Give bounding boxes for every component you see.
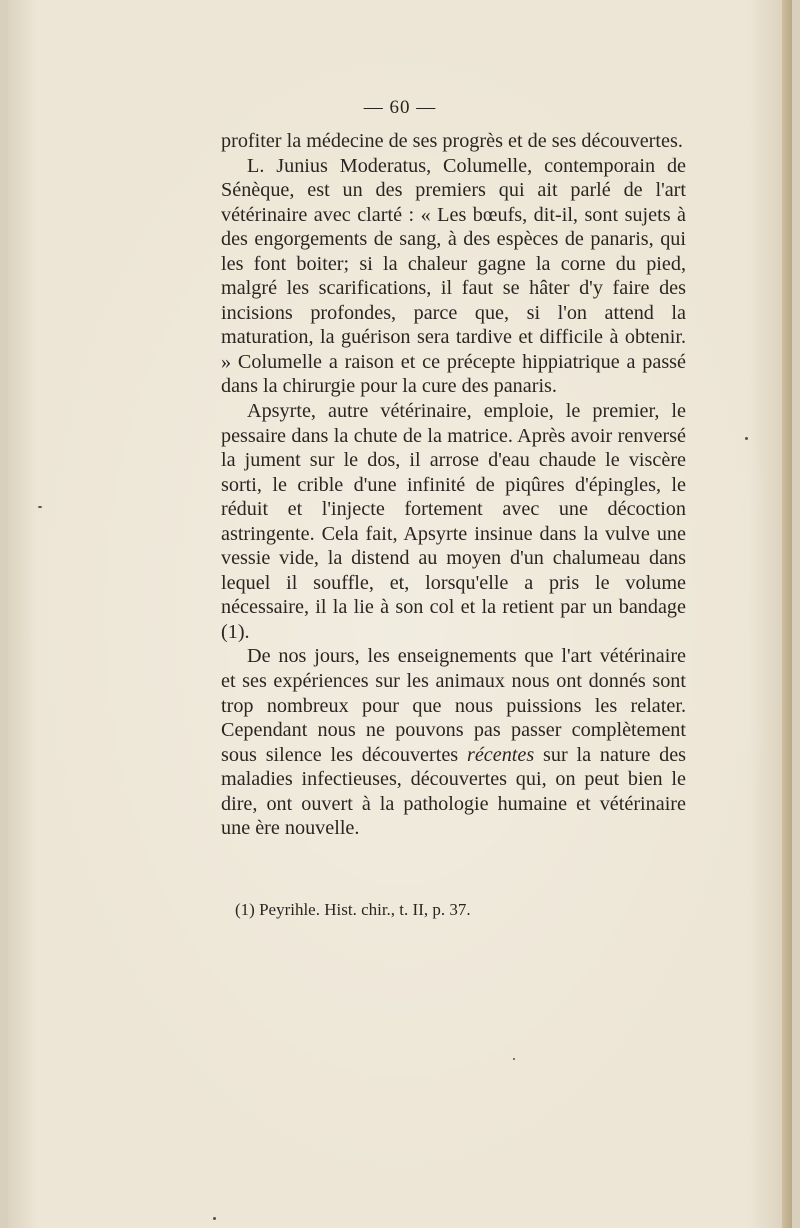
paper-speck <box>38 506 42 508</box>
page-number: — 60 — <box>363 97 437 118</box>
paragraph-4 <box>221 644 686 840</box>
italic-word: récentes <box>466 743 535 766</box>
paragraph-4-start: De nos jours, les enseignements que l'art vétérinaire et ses expériences sur les animaux nous ont donnés sont trop nombreux pour que nous puissions les relater. Cependant nous ne pouvons pas passer complètement sous silence les découvertes <box>221 645 686 766</box>
paragraph-2: L. Junius Moderatus, Columelle, contemporain de Sénèque, est un des premiers qui ait parlé de l'art vétérinaire avec clarté : « Les bœufs, dit-il, sont sujets à des engorgements de sang, à des espèces de panaris, qui les font boiter; si la chaleur gagne la corne du pied, malgré les scarifications, il faut se hâter d'y faire des incisions profondes, parce que, si l'on attend la maturation, la guérison sera tardive et difficile à obtenir. » Columelle a raison et ce précepte hippiatrique a passé dans la chirurgie pour la cure des panaris. <box>221 154 686 398</box>
paper-speck <box>513 1058 515 1060</box>
paper-speck <box>213 1217 216 1220</box>
footnote: (1) Peyrihle. Hist. chir., t. II, p. 37. <box>235 900 471 919</box>
paragraph-4-end: sur la nature des maladies infectieuses, découvertes qui, on peut bien le dire, ont ouvert à la pathologie humaine et vétérinaire une ère nouvelle. <box>221 743 687 840</box>
paper-speck <box>745 437 748 440</box>
page-edge <box>782 0 792 1228</box>
paragraph-3: Apsyrte, autre vétérinaire, emploie, le premier, le pessaire dans la chute de la matrice. Après avoir renversé la jument sur le dos, il arrose d'eau chaude le viscère sorti, le crible d'une infinité de piqûres d'épingles, le réduit et l'injecte fortement avec une décoction astringente. Cela fait, Apsyrte insinue dans la vulve une vessie vide, la distend au moyen d'un chalumeau dans lequel il souffle, et, lorsqu'elle a pris le volume nécessaire, il la lie à son col et la retient par un bandage (1). <box>221 400 686 643</box>
body-text <box>221 129 686 841</box>
book-page <box>8 0 792 1228</box>
paragraph-1: profiter la médecine de ses progrès et de ses découvertes. <box>221 130 683 152</box>
